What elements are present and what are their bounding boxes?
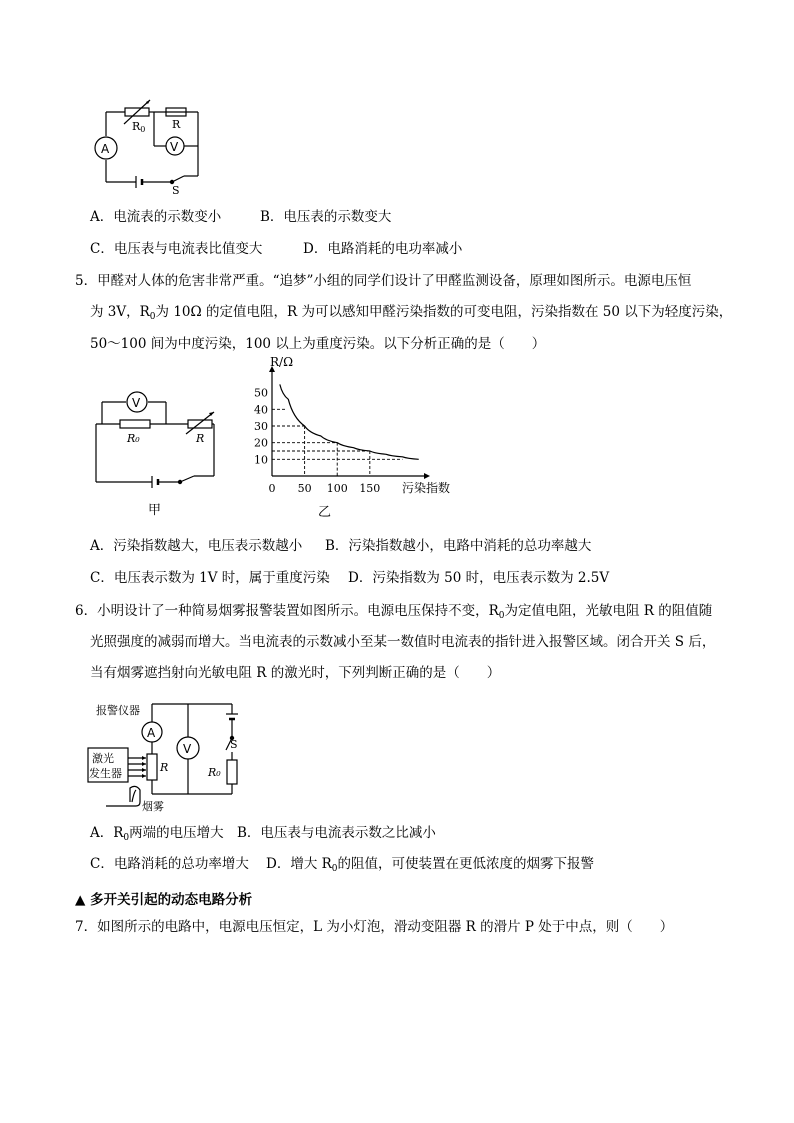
q4-option-c: C．电压表与电流表比值变大 <box>90 241 263 257</box>
q4-option-d: D．电路消耗的电功率减小 <box>303 241 463 257</box>
q6-option-b: B．电压表与电流表示数之比减小 <box>237 825 436 841</box>
q5-r-label: R <box>196 432 205 445</box>
q7-line-1: 7．如图所示的电路中，电源电压恒定，L 为小灯泡，滑动变阻器 R 的滑片 P 处于中点，则（ ） <box>75 919 674 935</box>
chart-x-tick-label: 50 <box>297 482 312 495</box>
q5-option-d: D．污染指数为 50 时，电压表示数为 2.5V <box>348 570 610 586</box>
q5-line-2: 为 3V，$R_0$为 10Ω 的定值电阻，R 为可以感知甲醛污染指数的可变电阻，污染指数在 50 以下为轻度污染， <box>90 304 733 322</box>
chart-y-tick-label: 10 <box>254 453 268 467</box>
q4-r0-subscript: 0 <box>140 125 146 134</box>
chart-y-tick-label: 50 <box>254 386 268 400</box>
q5-caption-yi: 乙 <box>318 505 332 520</box>
chart-y-tick-label: 30 <box>254 420 268 433</box>
q6-r0-label: R₀ <box>208 766 221 779</box>
chart-x-tick-label: 100 <box>326 482 348 495</box>
chart-x-arrow <box>424 473 430 479</box>
q4-option-b: B．电压表的示数变大 <box>260 209 392 225</box>
q6-ammeter-label: A <box>147 726 156 740</box>
chart-series-line <box>280 384 419 459</box>
q6-switch-label: S <box>230 738 238 751</box>
q4-voltmeter-label: V <box>170 140 179 154</box>
chart-x-tick-label: 150 <box>359 482 381 495</box>
q5-option-c: C．电压表示数为 1V 时，属于重度污染 <box>90 570 330 586</box>
chart-y-tick-label: 20 <box>254 436 268 450</box>
q5-option-b: B．污染指数越小，电路中消耗的总功率越大 <box>325 538 592 554</box>
chart-y-axis-label: R/Ω <box>270 355 294 369</box>
section-heading <box>75 888 252 908</box>
q6-laser-label-1: 激光 <box>92 752 114 765</box>
q5-r0-label: R₀ <box>127 432 140 445</box>
chart-y-tick-label: 40 <box>254 403 268 417</box>
q6-laser-label-2: 发生器 <box>89 767 122 780</box>
q5-circuit-jia <box>90 386 230 516</box>
q6-circuit-diagram <box>84 698 254 814</box>
chart-x-tick-label: 0 <box>268 482 276 495</box>
q6-line-2: 光照强度的减弱而增大。当电流表的示数减小至某一数值时电流表的指针进入报警区域。闭合开关 S 后， <box>90 634 716 650</box>
q5-caption-jia: 甲 <box>148 503 162 518</box>
q6-r-label: R <box>160 761 169 774</box>
q5-voltmeter-label: V <box>132 396 141 410</box>
q6-option-a: A．$R_0$两端的电压增大 <box>90 825 224 843</box>
q4-circuit-diagram <box>88 96 218 196</box>
q4-switch-label: S <box>172 184 180 197</box>
q4-r0-label: R <box>132 120 141 133</box>
q5-option-a: A．污染指数越大，电压表示数越小 <box>90 538 303 554</box>
q4-option-a: A．电流表的示数变小 <box>90 209 222 225</box>
triangle-marker-icon: ▲ <box>75 892 86 908</box>
q5-line-3: 50～100 间为中度污染，100 以上为重度污染。以下分析正确的是（ ） <box>90 336 546 352</box>
q5-line-1: 5．甲醛对人体的危害非常严重。“追梦”小组的同学们设计了甲醛监测设备，原理如图所示。电源电压恒 <box>75 273 692 289</box>
section-title: 多开关引起的动态电路分析 <box>90 892 253 908</box>
q5-chart-yi <box>246 355 451 520</box>
svg-text:R0 <box>132 120 145 134</box>
q6-smoke-label: 烟雾 <box>142 800 164 813</box>
q6-voltmeter-label: V <box>183 742 192 756</box>
q6-alarm-label: 报警仪器 <box>96 704 140 717</box>
q6-option-d: D．增大 $R_0$的阻值，可使装置在更低浓度的烟雾下报警 <box>266 856 595 874</box>
q6-line-1: 6．小明设计了一种简易烟雾报警装置如图所示。电源电压保持不变，$R_0$为定值电阻，光敏电阻 R 的阻值随 <box>75 603 713 621</box>
chart-x-axis-label: 污染指数 <box>402 481 451 495</box>
q6-option-c: C．电路消耗的总功率增大 <box>90 856 249 872</box>
q6-line-3: 当有烟雾遮挡射向光敏电阻 R 的激光时，下列判断正确的是（ ） <box>90 665 501 681</box>
q4-r-label: R <box>172 118 181 131</box>
q4-ammeter-label: A <box>101 142 110 156</box>
